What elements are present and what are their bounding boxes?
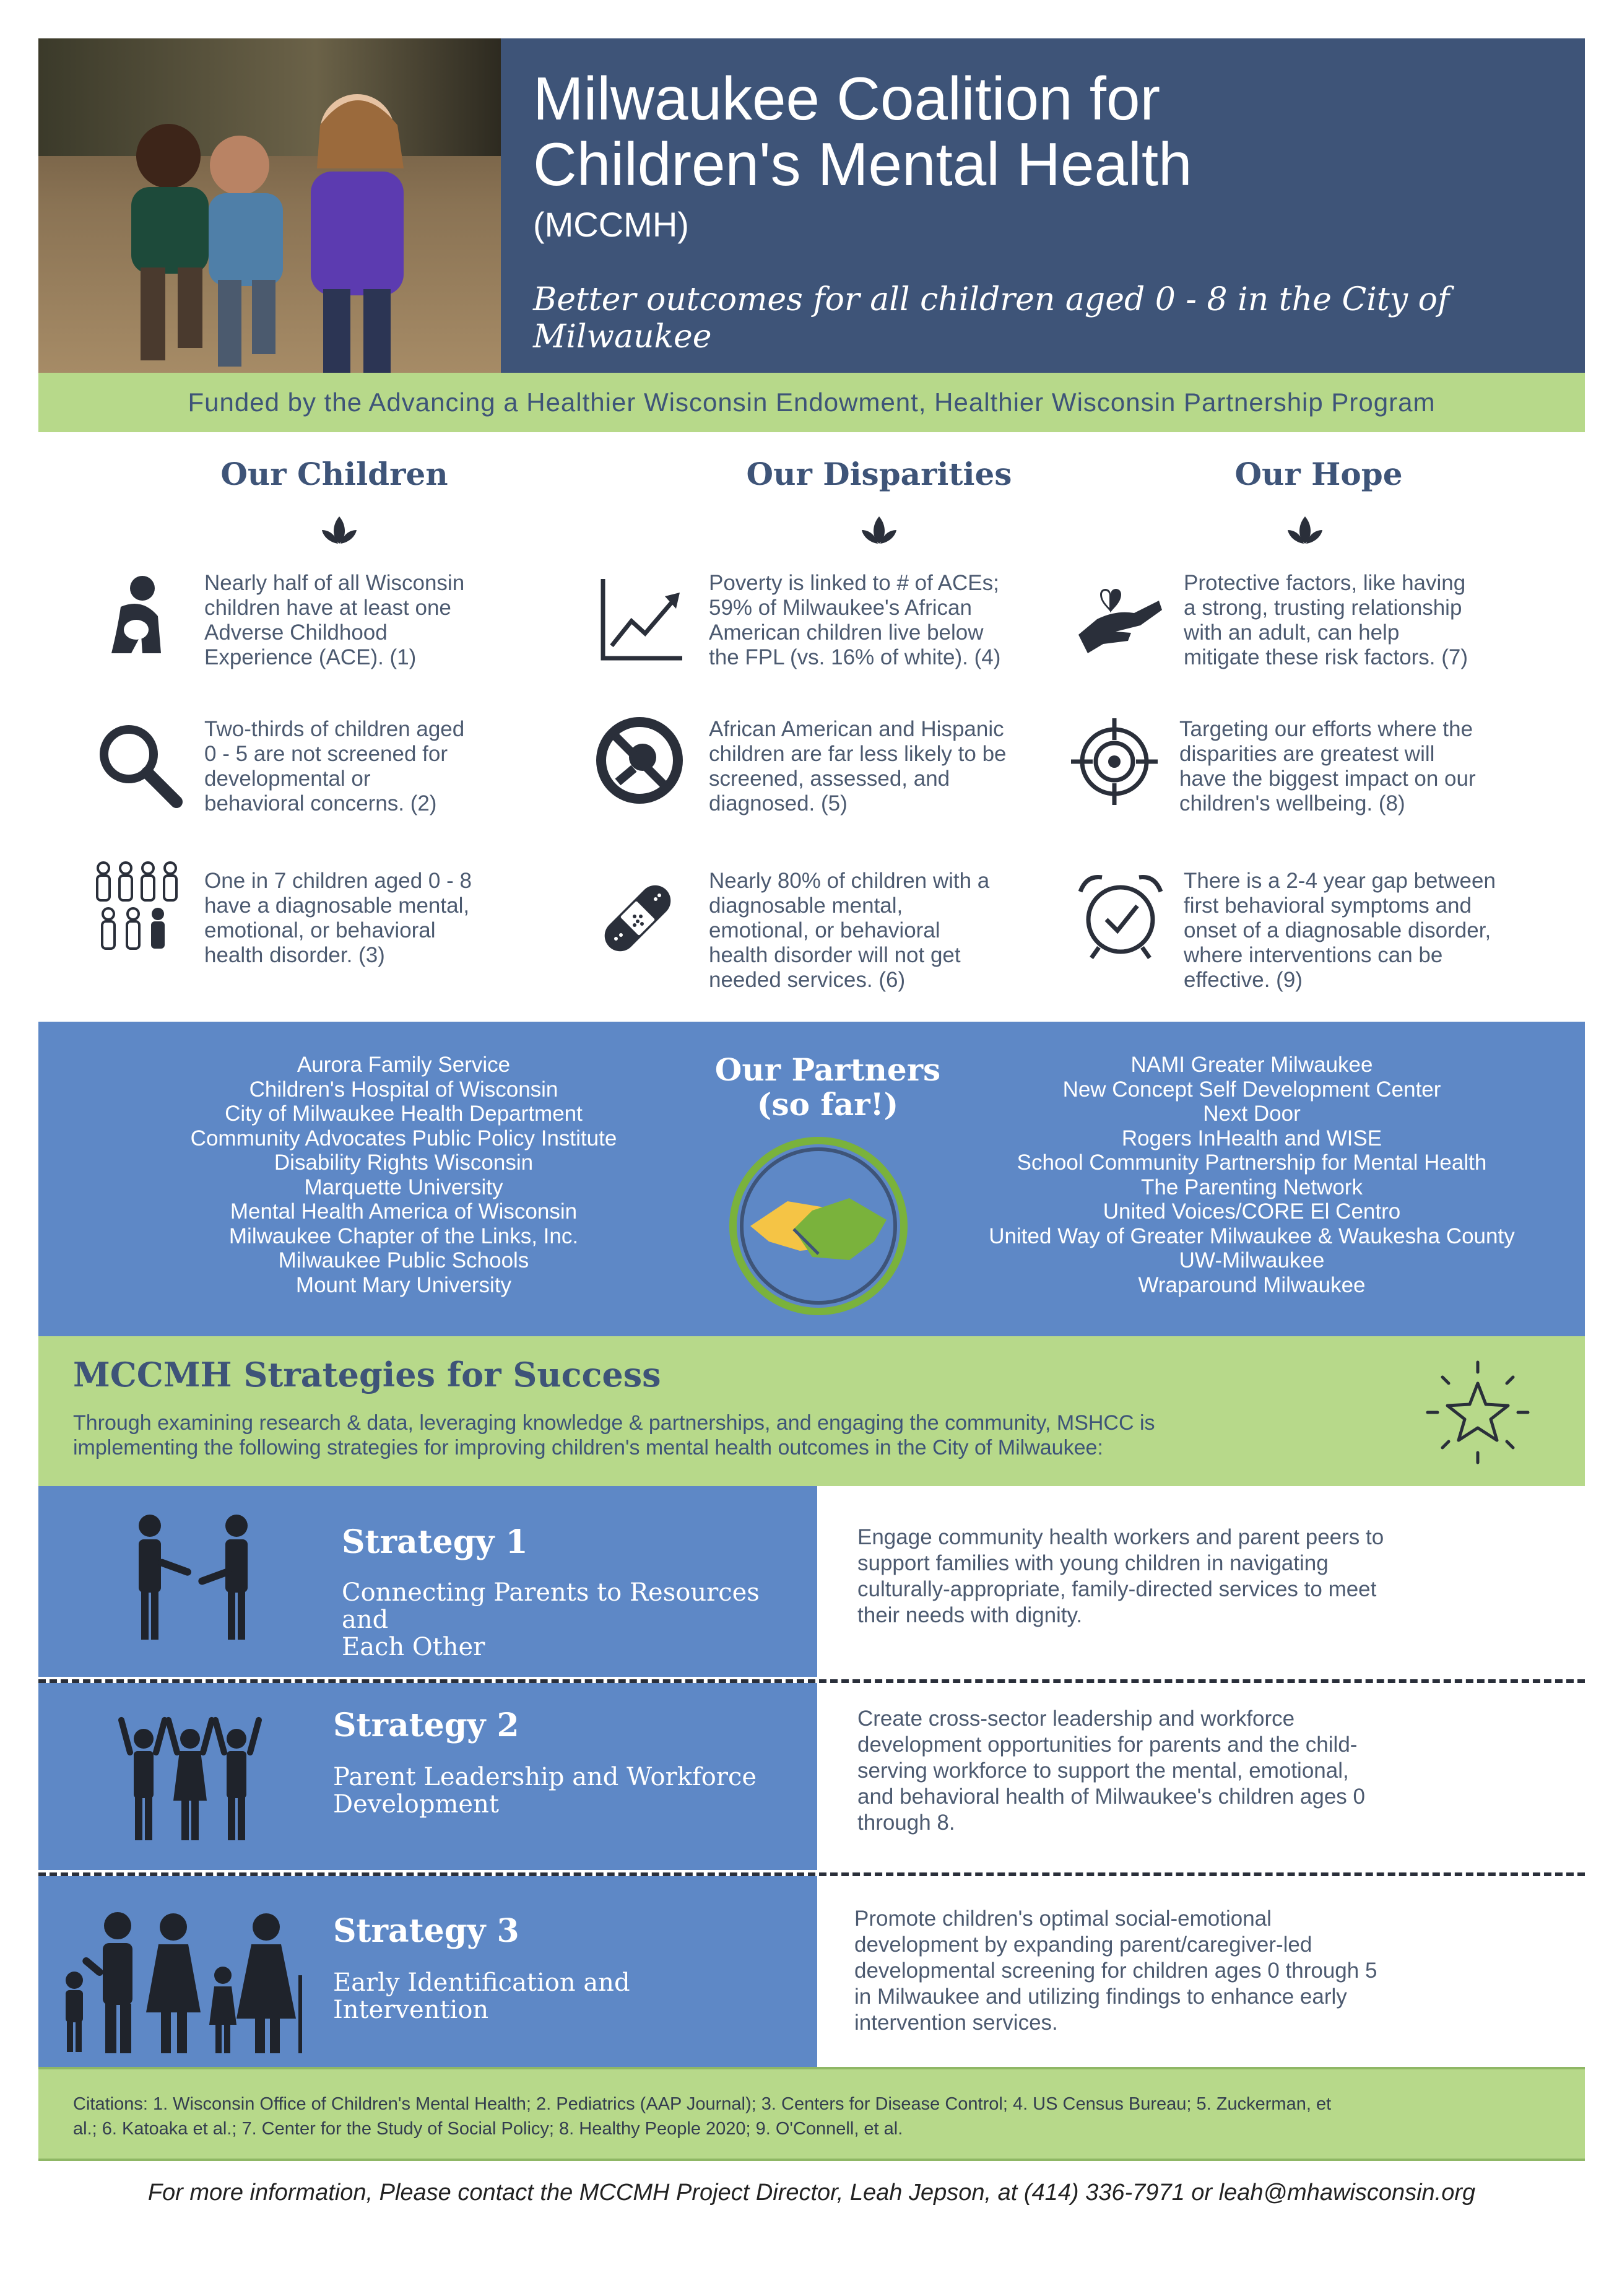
strategy-2-panel [38,1683,817,1870]
list-item: Aurora Family Service [297,1053,511,1077]
alarm-clock-icon [1074,870,1167,963]
tagline: Better outcomes for all children aged 0 - 8 in the City of Milwaukee [533,281,1450,355]
list-item: United Voices/CORE El Centro [1103,1199,1401,1224]
partners-section [38,1022,1585,1336]
list-item: The Parenting Network [1141,1175,1363,1199]
citations-text: Citations: 1. Wisconsin Office of Children's Mental Health; 2. Pediatrics (AAP Journal); 3. Centers for Disease Control; 4. US Census Bureau; 5. Zuckerman, et al.; 6. Katoaka et al.; 7. Center for the Study of Social Policy; 8. Healthy People 2020; 9. O'Connell, et al. [73,2094,1332,2139]
contact-info: For more information, Please contact the MCCMH Project Director, Leah Jepson, at (414) 336-7971 or leah@mhawisconsin.org [147,2180,1476,2206]
children-stat-ace: Nearly half of all Wisconsin children have at least one Adverse Childhood Experience (ACE). (1) [204,571,465,669]
heading-our-children: Our Children [220,456,448,492]
list-item: NAMI Greater Milwaukee [1130,1053,1373,1077]
list-item: Mental Health America of Wisconsin [230,1199,578,1224]
list-item: Rogers InHealth and WISE [1121,1126,1382,1150]
hope-stat-protective: Protective factors, like having a strong, trusting relationship with an adult, can help mitigate these risk factors. (7) [1184,571,1468,669]
children-running-photo [38,38,501,373]
magnifying-glass-icon [93,718,186,811]
strategy-3-title: Strategy 3 [333,1912,519,1950]
list-item: Milwaukee Public Schools [278,1248,529,1272]
target-icon [1068,715,1161,808]
line-chart-icon [596,573,688,666]
handshake-logo-icon [726,1133,911,1319]
strategies-header [38,1336,1585,1486]
children-stat-screening: Two-thirds of children aged 0 - 5 are not screened for developmental or behavioral concerns. (2) [204,717,465,815]
hope-stat-targeting: Targeting our efforts where the disparities are greatest will have the biggest impact on our children's wellbeing. (8) [1179,717,1476,815]
strategy-2-description: Create cross-sector leadership and workforce development opportunities for parents and the child- serving workforce to support the mental, emotional, and behavioral health of Milwaukee's children ages 0 through 8. [857,1707,1365,1835]
citations-section [38,2067,1585,2161]
header-banner [501,38,1585,373]
strategy-3-description: Promote children's optimal social-emotional development by expanding parent/caregiver-led developmental screening for children ages 0 through 5 in Milwaukee and utilizing findings to enhance early intervention services. [854,1907,1377,2035]
hope-stat-gap: There is a 2-4 year gap between first behavioral symptoms and onset of a diagnosable disorder, where interventions can be effective. (9) [1184,869,1496,992]
people-raising-arms-icon [113,1714,267,1844]
no-entry-icon [593,714,686,807]
list-item: Milwaukee Chapter of the Links, Inc. [228,1224,579,1248]
strategies-intro: Through examining research & data, leveraging knowledge & partnerships, and engaging the community, MSHCC is implementing the following strategies for improving children's mental health outcomes in the City of Milwaukee: [73,1411,1155,1459]
list-item: Marquette University [304,1175,503,1199]
list-item: Mount Mary University [295,1272,512,1297]
list-item: Community Advocates Public Policy Institute [190,1126,617,1150]
heading-our-disparities: Our Disparities [746,456,1012,492]
people-group-icon [90,861,183,954]
hand-heart-icon [1072,576,1165,669]
strategy-2-subtitle: Parent Leadership and Workforce Development [333,1763,757,1819]
children-stat-disorder: One in 7 children aged 0 - 8 have a diagnosable mental, emotional, or behavioral health disorder. (3) [204,869,472,967]
child-hugging-knees-icon [93,573,186,666]
strategy-1-title: Strategy 1 [342,1523,528,1561]
list-item: School Community Partnership for Mental Health [1017,1150,1487,1175]
leaf-ornament-icon [321,514,358,545]
acronym: (MCCMH) [533,205,689,244]
disparities-stat-poverty: Poverty is linked to # of ACEs; 59% of Milwaukee's African American children live below the FPL (vs. 16% of white). (4) [709,571,1001,669]
star-icon [1425,1360,1530,1465]
list-item: Children's Hospital of Wisconsin [249,1077,558,1102]
strategy-1-subtitle: Connecting Parents to Resources and Each Other [342,1578,760,1661]
partners-list-left [94,1053,713,1297]
two-people-handshake-icon [125,1512,261,1648]
disparities-stat-services: Nearly 80% of children with a diagnosable mental, emotional, or behavioral health disorder will not get needed services. (6) [709,869,990,992]
leaf-ornament-icon [1286,514,1324,545]
heading-our-hope: Our Hope [1234,456,1403,492]
list-item: United Way of Greater Milwaukee & Waukesha County [989,1224,1515,1248]
list-item: City of Milwaukee Health Department [225,1102,583,1126]
list-item: New Concept Self Development Center [1062,1077,1441,1102]
funding-banner: Funded by the Advancing a Healthier Wisconsin Endowment, Healthier Wisconsin Partnership Program [38,373,1585,432]
partners-list-right [942,1053,1561,1297]
strategies-title: MCCMH Strategies for Success [73,1355,661,1394]
strategy-2-title: Strategy 2 [333,1707,519,1744]
strategy-3-subtitle: Early Identification and Intervention [333,1968,630,2024]
bandage-icon [591,872,684,965]
list-item: Wraparound Milwaukee [1138,1272,1366,1297]
list-item: Next Door [1203,1102,1301,1126]
leaf-ornament-icon [861,514,898,545]
disparities-stat-screening: African American and Hispanic children are far less likely to be screened, assessed, and diagnosed. (5) [709,717,1007,815]
strategy-3-panel [38,1876,817,2067]
partners-title: Our Partners (so far!) [714,1051,941,1123]
strategy-1-panel [38,1486,817,1677]
list-item: Disability Rights Wisconsin [274,1150,534,1175]
list-item: UW-Milwaukee [1179,1248,1325,1272]
strategy-1-description: Engage community health workers and parent peers to support families with young children in navigating culturally-appropriate, family-directed services to meet their needs with dignity. [857,1525,1384,1627]
family-group-icon [56,1907,316,2056]
page-title: Milwaukee Coalition for Children's Mental Health [533,64,1192,198]
